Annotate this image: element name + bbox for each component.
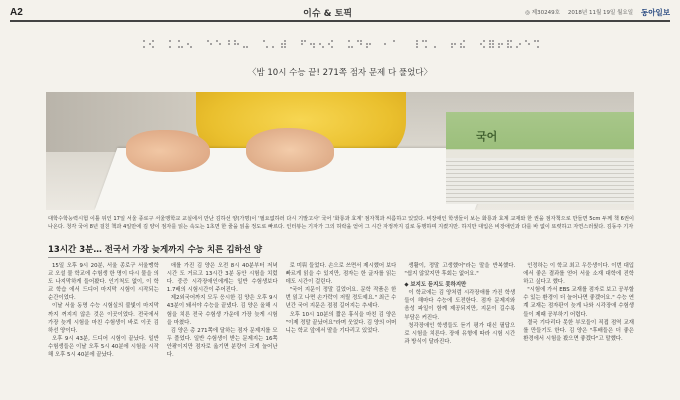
- braille-cell: [525, 40, 531, 49]
- braille-cell: [234, 40, 240, 49]
- braille-cell: [263, 40, 269, 49]
- section-title: 이슈 & 토픽: [303, 8, 353, 19]
- article-column: [167, 262, 278, 400]
- article-column: [523, 262, 634, 400]
- paragraph: 오후 9시 43분, 드디어 시험이 끝났다. 일반 수험생들은 이날 오후 5시 40분에 시험을 시작 해 오후 5시 40분에 끝났다.: [48, 335, 159, 359]
- article-photo: [46, 92, 634, 210]
- braille-cell: [507, 40, 513, 49]
- braille-cell: [422, 40, 428, 49]
- braille-cell: [328, 40, 334, 49]
- braille-cell: [451, 40, 457, 49]
- braille-cell: [413, 40, 419, 49]
- braille-cell: [207, 40, 213, 49]
- photo-book-cover-text: 국어: [476, 130, 498, 143]
- headline-rule: [48, 257, 260, 258]
- braille-cell: [243, 40, 249, 49]
- braille-cell: [375, 40, 381, 49]
- page-header: [10, 4, 670, 22]
- braille-cell: [366, 40, 372, 49]
- paragraph: 로 미뤄 들었다. 손으로 쓰면서 제시했어 보다 빠르게 읽을 수 있지만, 점자는 한 글자를 읽는 데도 시간이 걸린다.: [285, 263, 397, 286]
- braille-cell: [216, 40, 222, 49]
- paragraph: 김 양은 총 271쪽에 달하는 점자 문제지를 모두 풀었다. 일반 수험생이 받는 문제지는 16쪽 안팎이지만 점자로 옮기면 분량이 크게 늘어난다.: [166, 327, 278, 359]
- braille-cell: [319, 40, 325, 49]
- article-headline: 13시간 3분… 전국서 가장 늦게까지 수능 치른 김하선 양: [48, 245, 263, 255]
- page-number: A2: [10, 6, 23, 18]
- issue-number: ◎ 제30249호: [525, 10, 560, 16]
- braille-cell: [272, 40, 278, 49]
- paragraph: 이날 서울 동명 수능 시험실의 불빛이 마지막까지 꺼지지 않은 것은 이곳이었다. 전국에서 가장 늦게 시험을 마친 수험생이 바로 이곳 김하선 양이다.: [48, 303, 159, 334]
- paragraph: 생활이, 정말 고생했어"라는 말을 반복했다. "쉽지 않았지만 후회는 없어요.": [404, 263, 516, 278]
- photo-left-hand: [126, 130, 210, 172]
- braille-cell: [187, 40, 193, 49]
- braille-word: [263, 40, 287, 49]
- braille-cell: [516, 40, 522, 49]
- paragraph: 인정하는 이 학교 최고 우등생이다. 이번 대입에서 좋은 결과를 얻어 서울 소재 대학에 진학하고 싶다고 했다.: [523, 263, 634, 286]
- braille-word: [169, 40, 193, 49]
- paragraph: 이 학교에는 김 양처럼 시각장애를 가진 학생들이 해마다 수능에 도전한다. 점자 문제지와 음성 파일이 함께 제공되지만, 지문이 길수록 부담은 커진다.: [404, 290, 516, 321]
- braille-cell: [310, 40, 316, 49]
- article-column: [48, 262, 159, 400]
- braille-cell: [489, 40, 495, 49]
- subheadline: 〈밤 10시 수능 끝! 271쪽 점자 문제 다 풀었다〉: [247, 68, 433, 78]
- braille-cell: [225, 40, 231, 49]
- braille-cell: [357, 40, 363, 49]
- braille-cell: [169, 40, 175, 49]
- braille-cell: [384, 40, 390, 49]
- braille-word: [413, 40, 437, 49]
- braille-cell: [149, 40, 155, 49]
- braille-cell: [301, 40, 307, 49]
- paragraph: "국어 지문이 정말 길었어요. 문학 작품은 한 번 읽고 나면 손가락이 저릴 정도예요." 최근 수년간 국어 지문은 점점 길어지는 추세다.: [285, 287, 397, 310]
- newspaper-logo: 동아일보: [641, 7, 670, 17]
- paragraph: 15일 오후 9시 20분, 서울 종로구 서울맹학교 오설 물 학교에 수험생 한 명이 다시 물을 의도 나지막하게 들어봤다. 인기척도 없이, 이 학교 학습 에서 드디어 마지막 시험이 시작되는 순간이었다.: [48, 263, 159, 302]
- braille-cell: [480, 40, 486, 49]
- paragraph: 청각장애인 학생들도 듣기 평가 대신 필답으로 시험을 치른다. 장애 유형에 따라 시험 시간과 방식이 달라진다.: [404, 322, 516, 345]
- braille-headline: [30, 32, 650, 56]
- braille-cell: [178, 40, 184, 49]
- article-column: [404, 262, 515, 400]
- braille-cell: [498, 40, 504, 49]
- paragraph: "시험에 가서 EBS 교재를 점자로 보고 공부할 수 있는 환경이 더 늘어나면 좋겠어요." 수능 연계 교재는 점자판이 늦게 나와 시각장애 수험생들이 제때 공부하기 어렵다.: [523, 287, 634, 318]
- photo-caption: 대학수학능력시험 이틀 뒤인 17일 서울 종로구 서울맹학교 교실에서 만난 김하선 양(가명)이 '필요없하러 다시 기발고사' 국어 '화룡과 효계' 점자책과 씨름하고 있었다. 비장애인 학생들이 보는 화룡과 효계 교재와 한 권을 점자책으로 만들면 5cm 두께 책 6권이 나온다. 청각 국어 8년 걸친 책과 4일만에 김 양이 점자를 읽는 속도는 1초면 한 줄을 읽을 정도로 빠르다. 인터뷰는 기자가 그의 허락을 얻어 그 시간 자정까지 길로 동행하며 지켰지만. 하지만 대입은 비장애인과 다를 바 없이 또렷하고 자연스러웠다. 김동주 기자: [48, 216, 634, 230]
- paragraph: 결국 기다리다 못한 부모들이 직접 점역 교재를 만들기도 한다. 김 양은 "후배들은 더 좋은 환경에서 시험을 봤으면 좋겠다"고 말했다.: [523, 319, 634, 342]
- subsection-title: ◆ 보지도 듣지도 못하지만: [404, 282, 467, 289]
- braille-cell: [393, 40, 399, 49]
- article-column: [286, 262, 397, 400]
- paragraph: 제2외국어까지 모두 응시한 김 양은 오후 9시 43분이 돼서야 수능을 끝냈다. 김 양은 올해 시험을 치른 전국 수험생 가운데 가장 늦게 시험을 마쳤다.: [166, 295, 278, 326]
- braille-word: [451, 40, 466, 49]
- braille-cell: [140, 40, 146, 49]
- article-body: [48, 262, 634, 400]
- paragraph: 오후 10시 10분의 짧은 휴식을 마친 김 양은 "이제 정말 끝났어요"라며 웃었다. 김 양의 어머니는 학교 앞에서 딸을 기다리고 있었다.: [285, 311, 397, 334]
- photo-right-hand: [246, 128, 334, 172]
- braille-cell: [348, 40, 354, 49]
- braille-word: [140, 40, 155, 49]
- braille-cell: [431, 40, 437, 49]
- braille-cell: [534, 40, 540, 49]
- braille-word: [207, 40, 249, 49]
- braille-word: [301, 40, 334, 49]
- braille-word: [348, 40, 399, 49]
- braille-cell: [281, 40, 287, 49]
- paragraph: 애를 가진 김 양은 오전 8시 40분부터 저녁 시간 도 거르고 13시간 3분 동안 시험을 치렀다. 중증 시각장애인에게는 일반 수험생보다 1.7배의 시험시간이 주어진다.: [166, 263, 278, 294]
- photo-braille-books: [446, 112, 634, 204]
- braille-cell: [460, 40, 466, 49]
- braille-word: [480, 40, 540, 49]
- publish-date: 2018년 11월 19일 월요일: [567, 10, 634, 16]
